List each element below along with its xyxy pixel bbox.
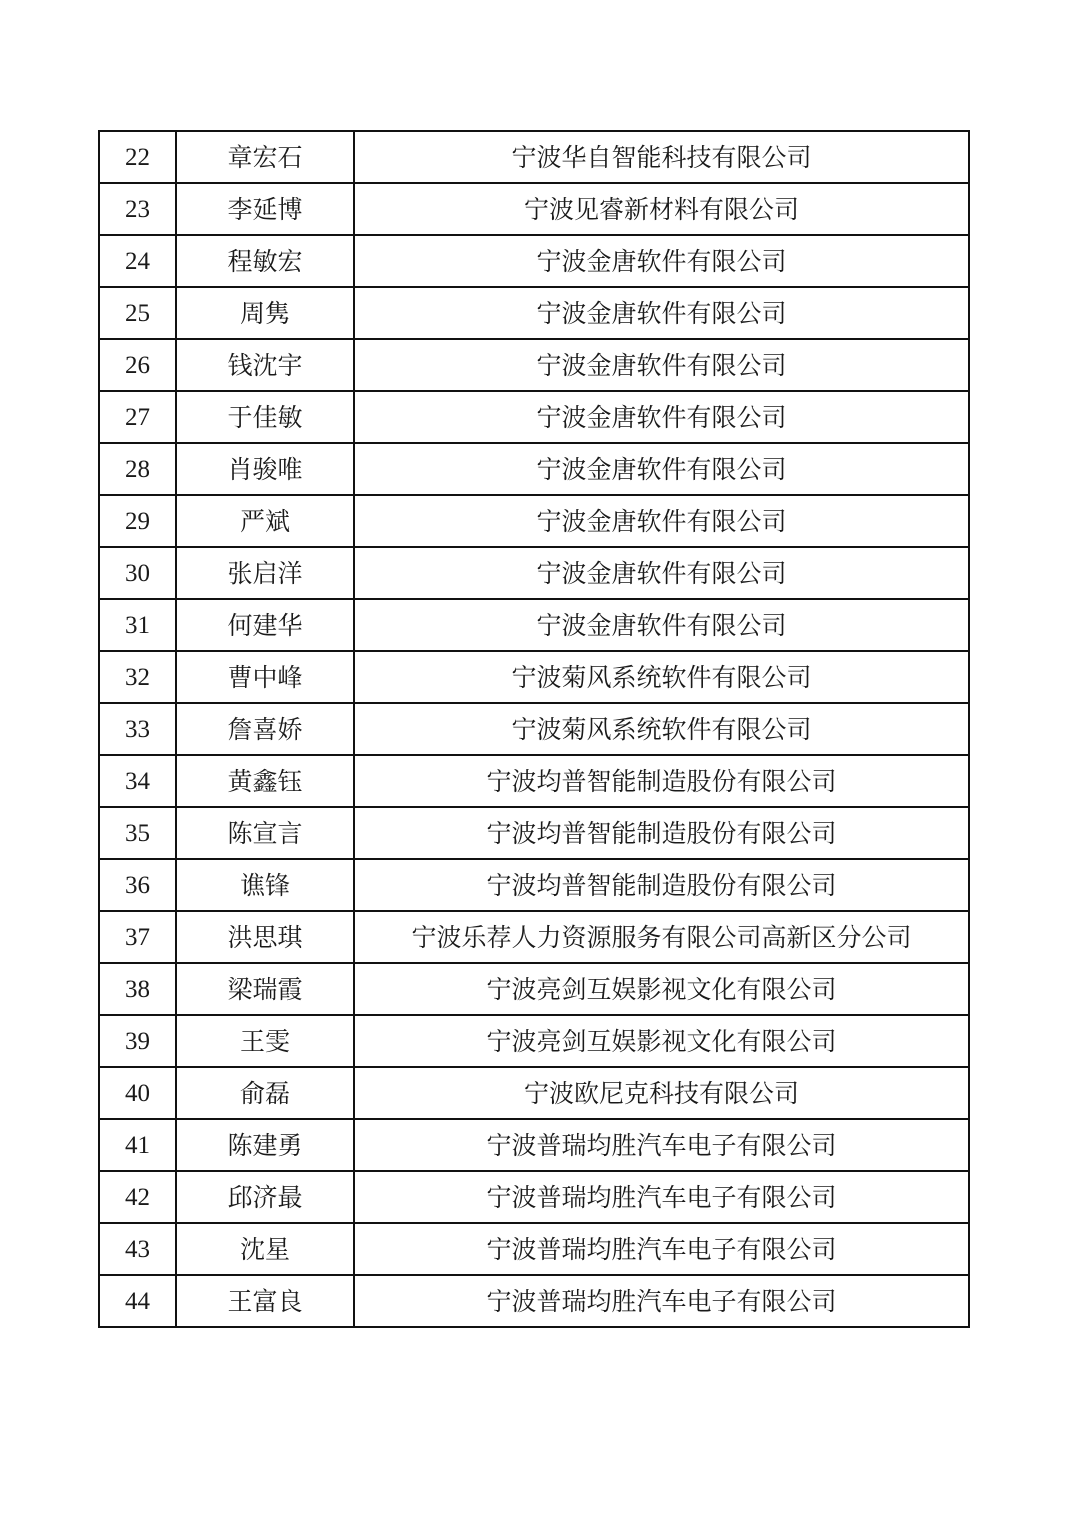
table-row bbox=[99, 651, 969, 703]
company-name-cell: 宁波均普智能制造股份有限公司 bbox=[354, 807, 969, 859]
table-row bbox=[99, 963, 969, 1015]
person-name-cell: 程敏宏 bbox=[176, 235, 354, 287]
row-number-cell: 23 bbox=[99, 183, 176, 235]
person-name-cell: 严斌 bbox=[176, 495, 354, 547]
person-name-cell: 于佳敏 bbox=[176, 391, 354, 443]
company-name-cell: 宁波普瑞均胜汽车电子有限公司 bbox=[354, 1171, 969, 1223]
table-row bbox=[99, 1275, 969, 1327]
row-number-cell: 28 bbox=[99, 443, 176, 495]
table-row bbox=[99, 443, 969, 495]
table-row bbox=[99, 599, 969, 651]
person-name-cell: 章宏石 bbox=[176, 131, 354, 183]
row-number-cell: 33 bbox=[99, 703, 176, 755]
row-number-cell: 30 bbox=[99, 547, 176, 599]
row-number-cell: 27 bbox=[99, 391, 176, 443]
person-name-cell: 王雯 bbox=[176, 1015, 354, 1067]
person-name-cell: 张启洋 bbox=[176, 547, 354, 599]
person-name-cell: 沈星 bbox=[176, 1223, 354, 1275]
person-name-cell: 钱沈宇 bbox=[176, 339, 354, 391]
company-name-cell: 宁波金唐软件有限公司 bbox=[354, 599, 969, 651]
person-name-cell: 陈宣言 bbox=[176, 807, 354, 859]
person-name-cell: 洪思琪 bbox=[176, 911, 354, 963]
company-name-cell: 宁波普瑞均胜汽车电子有限公司 bbox=[354, 1223, 969, 1275]
roster-table bbox=[98, 130, 970, 1328]
row-number-cell: 42 bbox=[99, 1171, 176, 1223]
person-name-cell: 詹喜娇 bbox=[176, 703, 354, 755]
table-row bbox=[99, 547, 969, 599]
row-number-cell: 22 bbox=[99, 131, 176, 183]
row-number-cell: 41 bbox=[99, 1119, 176, 1171]
person-name-cell: 陈建勇 bbox=[176, 1119, 354, 1171]
row-number-cell: 40 bbox=[99, 1067, 176, 1119]
person-name-cell: 俞磊 bbox=[176, 1067, 354, 1119]
table-row bbox=[99, 911, 969, 963]
table-row bbox=[99, 755, 969, 807]
company-name-cell: 宁波金唐软件有限公司 bbox=[354, 287, 969, 339]
company-name-cell: 宁波菊风系统软件有限公司 bbox=[354, 703, 969, 755]
table-row bbox=[99, 131, 969, 183]
roster-table-body bbox=[99, 131, 969, 1327]
company-name-cell: 宁波见睿新材料有限公司 bbox=[354, 183, 969, 235]
person-name-cell: 曹中峰 bbox=[176, 651, 354, 703]
company-name-cell: 宁波普瑞均胜汽车电子有限公司 bbox=[354, 1275, 969, 1327]
table-row bbox=[99, 391, 969, 443]
row-number-cell: 37 bbox=[99, 911, 176, 963]
company-name-cell: 宁波金唐软件有限公司 bbox=[354, 495, 969, 547]
table-row bbox=[99, 339, 969, 391]
company-name-cell: 宁波金唐软件有限公司 bbox=[354, 443, 969, 495]
person-name-cell: 梁瑞霞 bbox=[176, 963, 354, 1015]
row-number-cell: 26 bbox=[99, 339, 176, 391]
row-number-cell: 35 bbox=[99, 807, 176, 859]
row-number-cell: 29 bbox=[99, 495, 176, 547]
company-name-cell: 宁波金唐软件有限公司 bbox=[354, 235, 969, 287]
company-name-cell: 宁波金唐软件有限公司 bbox=[354, 547, 969, 599]
row-number-cell: 36 bbox=[99, 859, 176, 911]
person-name-cell: 李延博 bbox=[176, 183, 354, 235]
person-name-cell: 邱济最 bbox=[176, 1171, 354, 1223]
company-name-cell: 宁波金唐软件有限公司 bbox=[354, 339, 969, 391]
table-row bbox=[99, 1067, 969, 1119]
row-number-cell: 34 bbox=[99, 755, 176, 807]
table-row bbox=[99, 183, 969, 235]
row-number-cell: 24 bbox=[99, 235, 176, 287]
company-name-cell: 宁波菊风系统软件有限公司 bbox=[354, 651, 969, 703]
company-name-cell: 宁波普瑞均胜汽车电子有限公司 bbox=[354, 1119, 969, 1171]
table-row bbox=[99, 287, 969, 339]
person-name-cell: 肖骏唯 bbox=[176, 443, 354, 495]
company-name-cell: 宁波金唐软件有限公司 bbox=[354, 391, 969, 443]
row-number-cell: 31 bbox=[99, 599, 176, 651]
row-number-cell: 44 bbox=[99, 1275, 176, 1327]
person-name-cell: 周隽 bbox=[176, 287, 354, 339]
row-number-cell: 25 bbox=[99, 287, 176, 339]
company-name-cell: 宁波均普智能制造股份有限公司 bbox=[354, 859, 969, 911]
row-number-cell: 38 bbox=[99, 963, 176, 1015]
row-number-cell: 39 bbox=[99, 1015, 176, 1067]
row-number-cell: 43 bbox=[99, 1223, 176, 1275]
person-name-cell: 何建华 bbox=[176, 599, 354, 651]
company-name-cell: 宁波乐荐人力资源服务有限公司高新区分公司 bbox=[354, 911, 969, 963]
table-row bbox=[99, 235, 969, 287]
table-row bbox=[99, 1015, 969, 1067]
table-row bbox=[99, 1171, 969, 1223]
table-row bbox=[99, 495, 969, 547]
table-row bbox=[99, 703, 969, 755]
table-row bbox=[99, 1223, 969, 1275]
company-name-cell: 宁波亮剑互娱影视文化有限公司 bbox=[354, 963, 969, 1015]
row-number-cell: 32 bbox=[99, 651, 176, 703]
person-name-cell: 王富良 bbox=[176, 1275, 354, 1327]
table-row bbox=[99, 1119, 969, 1171]
person-name-cell: 黄鑫钰 bbox=[176, 755, 354, 807]
company-name-cell: 宁波华自智能科技有限公司 bbox=[354, 131, 969, 183]
table-row bbox=[99, 807, 969, 859]
company-name-cell: 宁波均普智能制造股份有限公司 bbox=[354, 755, 969, 807]
person-name-cell: 谯锋 bbox=[176, 859, 354, 911]
table-row bbox=[99, 859, 969, 911]
company-name-cell: 宁波亮剑互娱影视文化有限公司 bbox=[354, 1015, 969, 1067]
company-name-cell: 宁波欧尼克科技有限公司 bbox=[354, 1067, 969, 1119]
